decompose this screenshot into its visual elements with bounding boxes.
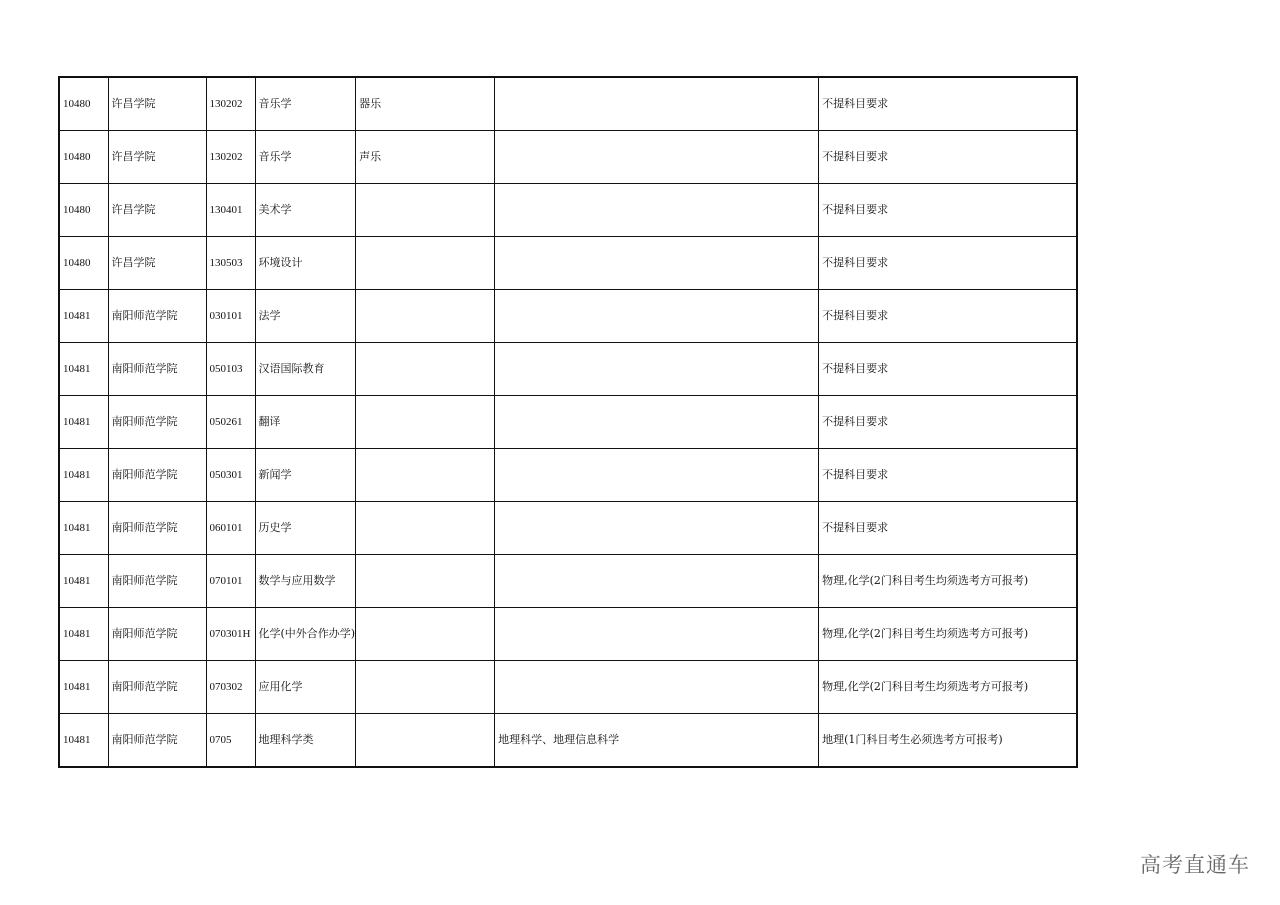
school-code-cell: 10480	[59, 131, 108, 184]
table-row	[59, 502, 1077, 555]
subject-requirement-cell: 不提科目要求	[819, 449, 1077, 502]
school-code-cell: 10481	[59, 449, 108, 502]
major-name-cell: 应用化学	[255, 661, 356, 714]
major-name-cell: 化学(中外合作办学)	[255, 608, 356, 661]
subject-requirement-cell: 不提科目要求	[819, 343, 1077, 396]
school-code-cell: 10480	[59, 184, 108, 237]
school-code-cell: 10481	[59, 555, 108, 608]
included-majors-cell	[495, 77, 819, 131]
major-code-cell: 0705	[206, 714, 255, 768]
subject-requirement-cell: 不提科目要求	[819, 237, 1077, 290]
subject-requirement-cell: 不提科目要求	[819, 502, 1077, 555]
school-code-cell: 10481	[59, 343, 108, 396]
included-majors-cell: 地理科学、地理信息科学	[495, 714, 819, 768]
direction-cell	[356, 396, 495, 449]
major-name-cell: 地理科学类	[255, 714, 356, 768]
major-code-cell: 130202	[206, 131, 255, 184]
included-majors-cell	[495, 396, 819, 449]
direction-cell	[356, 714, 495, 768]
school-name-cell: 南阳师范学院	[108, 396, 206, 449]
major-code-cell: 030101	[206, 290, 255, 343]
direction-cell	[356, 449, 495, 502]
school-name-cell: 南阳师范学院	[108, 290, 206, 343]
school-name-cell: 南阳师范学院	[108, 714, 206, 768]
school-name-cell: 南阳师范学院	[108, 502, 206, 555]
school-code-cell: 10480	[59, 237, 108, 290]
direction-cell	[356, 237, 495, 290]
subject-requirement-cell: 地理(1门科目考生必须选考方可报考)	[819, 714, 1077, 768]
table-row	[59, 396, 1077, 449]
table-row	[59, 449, 1077, 502]
table-row	[59, 131, 1077, 184]
school-code-cell: 10481	[59, 608, 108, 661]
table-row	[59, 77, 1077, 131]
school-code-cell: 10481	[59, 396, 108, 449]
major-name-cell: 环境设计	[255, 237, 356, 290]
school-name-cell: 南阳师范学院	[108, 449, 206, 502]
table-row	[59, 714, 1077, 768]
included-majors-cell	[495, 502, 819, 555]
included-majors-cell	[495, 449, 819, 502]
subject-requirement-cell: 物理,化学(2门科目考生均须选考方可报考)	[819, 555, 1077, 608]
included-majors-cell	[495, 343, 819, 396]
included-majors-cell	[495, 237, 819, 290]
table-row	[59, 661, 1077, 714]
major-code-cell: 070302	[206, 661, 255, 714]
subject-requirement-cell: 不提科目要求	[819, 184, 1077, 237]
major-name-cell: 汉语国际教育	[255, 343, 356, 396]
table-row	[59, 555, 1077, 608]
table-row	[59, 290, 1077, 343]
direction-cell	[356, 502, 495, 555]
major-name-cell: 历史学	[255, 502, 356, 555]
major-code-cell: 050261	[206, 396, 255, 449]
subject-requirement-cell: 物理,化学(2门科目考生均须选考方可报考)	[819, 608, 1077, 661]
major-code-cell: 070101	[206, 555, 255, 608]
school-name-cell: 南阳师范学院	[108, 608, 206, 661]
table-row	[59, 184, 1077, 237]
table-row	[59, 343, 1077, 396]
watermark: 高考直通车	[1140, 853, 1250, 877]
direction-cell	[356, 555, 495, 608]
included-majors-cell	[495, 131, 819, 184]
school-name-cell: 南阳师范学院	[108, 661, 206, 714]
subject-requirement-cell: 物理,化学(2门科目考生均须选考方可报考)	[819, 661, 1077, 714]
included-majors-cell	[495, 608, 819, 661]
table-row	[59, 237, 1077, 290]
direction-cell: 器乐	[356, 77, 495, 131]
major-code-cell: 130202	[206, 77, 255, 131]
school-name-cell: 南阳师范学院	[108, 555, 206, 608]
major-code-cell: 060101	[206, 502, 255, 555]
subject-requirement-cell: 不提科目要求	[819, 77, 1077, 131]
major-code-cell: 130503	[206, 237, 255, 290]
major-name-cell: 音乐学	[255, 77, 356, 131]
school-name-cell: 许昌学院	[108, 237, 206, 290]
major-name-cell: 美术学	[255, 184, 356, 237]
school-name-cell: 许昌学院	[108, 184, 206, 237]
school-name-cell: 许昌学院	[108, 131, 206, 184]
direction-cell	[356, 661, 495, 714]
included-majors-cell	[495, 290, 819, 343]
school-code-cell: 10481	[59, 661, 108, 714]
major-name-cell: 法学	[255, 290, 356, 343]
major-code-cell: 050103	[206, 343, 255, 396]
direction-cell	[356, 184, 495, 237]
subject-requirement-cell: 不提科目要求	[819, 131, 1077, 184]
subject-requirement-cell: 不提科目要求	[819, 396, 1077, 449]
school-code-cell: 10481	[59, 290, 108, 343]
direction-cell	[356, 343, 495, 396]
school-code-cell: 10481	[59, 502, 108, 555]
major-name-cell: 新闻学	[255, 449, 356, 502]
direction-cell	[356, 608, 495, 661]
table-row	[59, 608, 1077, 661]
included-majors-cell	[495, 555, 819, 608]
major-code-cell: 070301H	[206, 608, 255, 661]
enrollment-table	[58, 76, 1078, 768]
school-name-cell: 许昌学院	[108, 77, 206, 131]
major-code-cell: 130401	[206, 184, 255, 237]
major-name-cell: 翻译	[255, 396, 356, 449]
school-code-cell: 10480	[59, 77, 108, 131]
included-majors-cell	[495, 661, 819, 714]
table-body	[59, 77, 1077, 767]
major-name-cell: 音乐学	[255, 131, 356, 184]
included-majors-cell	[495, 184, 819, 237]
major-code-cell: 050301	[206, 449, 255, 502]
major-name-cell: 数学与应用数学	[255, 555, 356, 608]
school-code-cell: 10481	[59, 714, 108, 768]
subject-requirement-cell: 不提科目要求	[819, 290, 1077, 343]
direction-cell	[356, 290, 495, 343]
school-name-cell: 南阳师范学院	[108, 343, 206, 396]
direction-cell: 声乐	[356, 131, 495, 184]
